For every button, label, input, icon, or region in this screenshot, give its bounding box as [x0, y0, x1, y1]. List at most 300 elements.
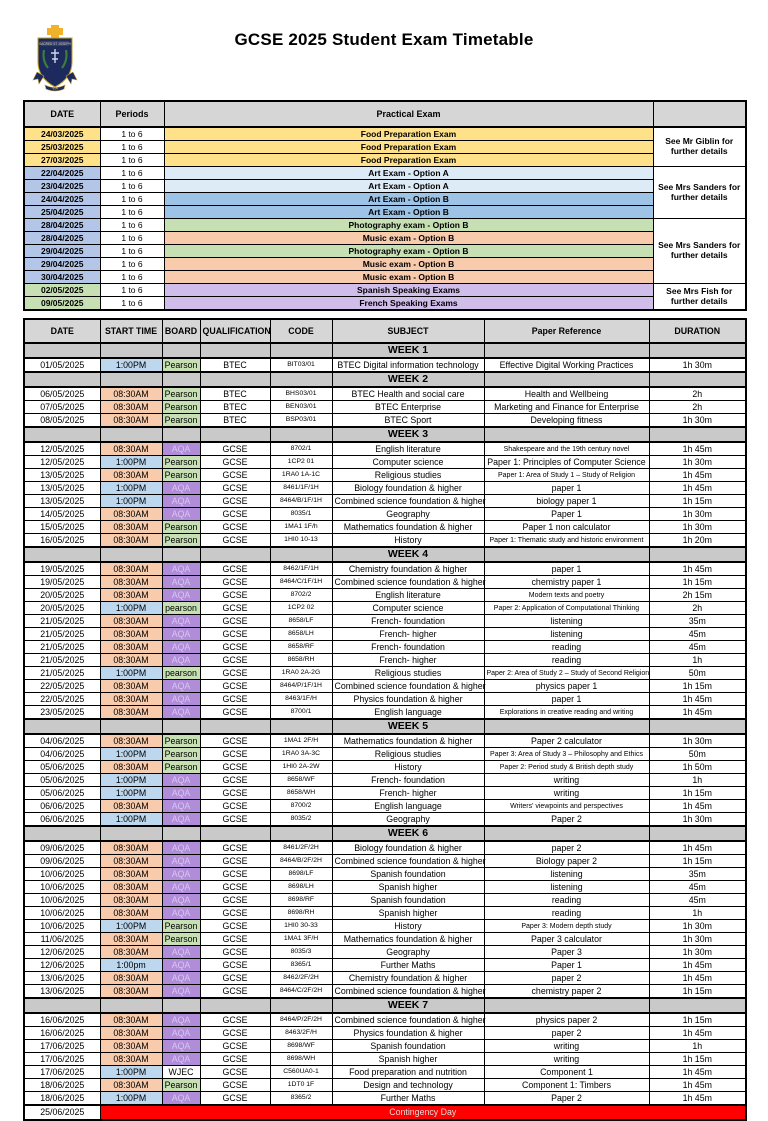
date-cell: 01/05/2025: [24, 358, 100, 372]
paper-reference-cell: paper 1: [484, 482, 649, 495]
week-empty-cell: [649, 427, 746, 442]
code-cell: BSP03/01: [270, 414, 332, 428]
practical-date-cell: 29/04/2025: [24, 258, 100, 271]
paper-reference-cell: paper 1: [484, 693, 649, 706]
exam-row: [24, 562, 746, 576]
exam-row: [24, 1092, 746, 1106]
paper-reference-cell: Paper 3: Modern depth study: [484, 920, 649, 933]
subject-cell: Spanish foundation: [332, 894, 484, 907]
subject-cell: Combined science foundation & higher: [332, 576, 484, 589]
week-empty-cell: [100, 826, 162, 841]
contingency-label-cell: Contingency Day: [100, 1105, 746, 1120]
exam-row: [24, 615, 746, 628]
practical-row: [24, 206, 746, 219]
code-cell: 8698/WF: [270, 1040, 332, 1053]
periods-cell: 1 to 6: [100, 127, 164, 141]
duration-cell: 1h 15m: [649, 985, 746, 999]
qualification-cell: GCSE: [200, 693, 270, 706]
board-cell: Pearson: [162, 748, 200, 761]
week-empty-cell: [484, 372, 649, 387]
practical-exam-cell: Music exam - Option B: [164, 271, 653, 284]
duration-cell: 1h: [649, 774, 746, 787]
qualification-cell: GCSE: [200, 1066, 270, 1079]
qualification-cell: GCSE: [200, 680, 270, 693]
start-time-cell: 08:30AM: [100, 894, 162, 907]
board-cell: AQA: [162, 946, 200, 959]
practical-exam-cell: Art Exam - Option A: [164, 180, 653, 193]
code-cell: C560UA0-1: [270, 1066, 332, 1079]
code-cell: 1MA1 2F/H: [270, 734, 332, 748]
subject-cell: French- higher: [332, 654, 484, 667]
exam-row: [24, 800, 746, 813]
exam-row: [24, 706, 746, 720]
qualification-cell: GCSE: [200, 907, 270, 920]
board-cell: AQA: [162, 774, 200, 787]
week-empty-cell: [270, 343, 332, 358]
subject-cell: Design and technology: [332, 1079, 484, 1092]
date-cell: 16/06/2025: [24, 1027, 100, 1040]
duration-cell: 2h: [649, 387, 746, 401]
duration-cell: 1h 45m: [649, 1027, 746, 1040]
exam-row: [24, 933, 746, 946]
code-cell: 8702/2: [270, 589, 332, 602]
qualification-cell: GCSE: [200, 1092, 270, 1106]
qualification-cell: GCSE: [200, 602, 270, 615]
periods-cell: 1 to 6: [100, 284, 164, 297]
code-cell: 1DT0 1F: [270, 1079, 332, 1092]
week-empty-cell: [24, 826, 100, 841]
date-cell: 12/06/2025: [24, 946, 100, 959]
paper-reference-cell: Modern texts and poetry: [484, 589, 649, 602]
code-cell: 1CP2 01: [270, 456, 332, 469]
week-label-cell: WEEK 4: [332, 547, 484, 562]
code-cell: 8365/2: [270, 1092, 332, 1106]
board-cell: AQA: [162, 654, 200, 667]
date-cell: 17/06/2025: [24, 1040, 100, 1053]
subject-cell: Religious studies: [332, 469, 484, 482]
paper-reference-cell: paper 2: [484, 972, 649, 985]
start-time-cell: 08:30AM: [100, 881, 162, 894]
paper-reference-cell: writing: [484, 774, 649, 787]
week-empty-cell: [484, 998, 649, 1013]
board-cell: AQA: [162, 813, 200, 827]
code-cell: 8658/LF: [270, 615, 332, 628]
practical-exam-table: [23, 100, 747, 311]
board-cell: AQA: [162, 1092, 200, 1106]
subject-cell: English language: [332, 706, 484, 720]
duration-cell: 1h 30m: [649, 414, 746, 428]
paper-reference-cell: physics paper 1: [484, 680, 649, 693]
periods-cell: 1 to 6: [100, 232, 164, 245]
board-cell: AQA: [162, 693, 200, 706]
date-cell: 10/06/2025: [24, 907, 100, 920]
duration-cell: 1h 50m: [649, 761, 746, 774]
paper-reference-cell: reading: [484, 894, 649, 907]
exam-row: [24, 602, 746, 615]
start-time-cell: 08:30AM: [100, 469, 162, 482]
qualification-cell: GCSE: [200, 521, 270, 534]
subject-cell: English literature: [332, 589, 484, 602]
start-time-cell: 08:30AM: [100, 946, 162, 959]
code-cell: 8461/2F/2H: [270, 841, 332, 855]
date-cell: 21/05/2025: [24, 667, 100, 680]
start-time-cell: 1:00PM: [100, 813, 162, 827]
qualification-cell: GCSE: [200, 813, 270, 827]
subject-cell: Geography: [332, 813, 484, 827]
code-cell: 8462/1F/1H: [270, 562, 332, 576]
date-cell: 16/05/2025: [24, 534, 100, 548]
practical-row: [24, 127, 746, 141]
duration-cell: 1h 30m: [649, 456, 746, 469]
qualification-cell: GCSE: [200, 946, 270, 959]
board-cell: AQA: [162, 589, 200, 602]
practical-exam-cell: Music exam - Option B: [164, 232, 653, 245]
start-time-cell: 1:00pm: [100, 959, 162, 972]
board-cell: Pearson: [162, 761, 200, 774]
duration-cell: 2h 15m: [649, 589, 746, 602]
practical-row: [24, 258, 746, 271]
subject-cell: BTEC Enterprise: [332, 401, 484, 414]
board-cell: AQA: [162, 959, 200, 972]
exam-row: [24, 387, 746, 401]
week-empty-cell: [649, 719, 746, 734]
date-cell: 18/06/2025: [24, 1079, 100, 1092]
duration-cell: 1h 45m: [649, 1079, 746, 1092]
duration-cell: 1h 15m: [649, 787, 746, 800]
date-cell: 10/06/2025: [24, 868, 100, 881]
subject-cell: French- higher: [332, 628, 484, 641]
start-time-cell: 08:30AM: [100, 442, 162, 456]
week-empty-cell: [162, 547, 200, 562]
code-cell: 8035/2: [270, 813, 332, 827]
school-crest-logo: [31, 24, 79, 94]
exam-row: [24, 841, 746, 855]
duration-cell: 1h 30m: [649, 933, 746, 946]
practical-date-cell: 30/04/2025: [24, 271, 100, 284]
date-cell: 23/05/2025: [24, 706, 100, 720]
start-time-cell: 1:00PM: [100, 482, 162, 495]
qualification-header: QUALIFICATION: [200, 319, 270, 343]
start-time-cell: 08:30AM: [100, 680, 162, 693]
exam-row: [24, 907, 746, 920]
code-cell: 8035/1: [270, 508, 332, 521]
paper-reference-cell: Developing fitness: [484, 414, 649, 428]
duration-cell: 1h 30m: [649, 920, 746, 933]
practical-row: [24, 219, 746, 232]
duration-cell: 45m: [649, 628, 746, 641]
code-cell: 8463/1F/H: [270, 693, 332, 706]
start-time-cell: 08:30AM: [100, 414, 162, 428]
qualification-cell: BTEC: [200, 414, 270, 428]
qualification-cell: GCSE: [200, 442, 270, 456]
board-cell: Pearson: [162, 469, 200, 482]
board-cell: Pearson: [162, 920, 200, 933]
start-time-cell: 08:30AM: [100, 628, 162, 641]
duration-cell: 1h 30m: [649, 813, 746, 827]
exam-row: [24, 748, 746, 761]
qualification-cell: GCSE: [200, 734, 270, 748]
qualification-cell: GCSE: [200, 894, 270, 907]
start-time-cell: 08:30AM: [100, 907, 162, 920]
subject-cell: Spanish higher: [332, 1053, 484, 1066]
week-empty-cell: [100, 372, 162, 387]
code-cell: 8698/RF: [270, 894, 332, 907]
qualification-cell: GCSE: [200, 841, 270, 855]
exam-row: [24, 576, 746, 589]
subject-cell: BTEC Sport: [332, 414, 484, 428]
date-cell: 12/05/2025: [24, 442, 100, 456]
date-cell: 08/05/2025: [24, 414, 100, 428]
board-cell: AQA: [162, 1013, 200, 1027]
board-cell: AQA: [162, 787, 200, 800]
start-time-cell: 08:30AM: [100, 1079, 162, 1092]
duration-cell: 1h 15m: [649, 855, 746, 868]
code-cell: 1CP2 02: [270, 602, 332, 615]
duration-cell: 45m: [649, 881, 746, 894]
exam-row: [24, 1027, 746, 1040]
practical-periods-header: Periods: [100, 101, 164, 127]
week-empty-cell: [24, 719, 100, 734]
duration-cell: 1h: [649, 654, 746, 667]
paper-reference-cell: paper 2: [484, 1027, 649, 1040]
week-empty-cell: [484, 343, 649, 358]
paper-reference-cell: writing: [484, 1053, 649, 1066]
practical-date-cell: 27/03/2025: [24, 154, 100, 167]
start-time-cell: 08:30AM: [100, 761, 162, 774]
qualification-cell: GCSE: [200, 667, 270, 680]
practical-row: [24, 245, 746, 258]
start-time-cell: 08:30AM: [100, 706, 162, 720]
practical-exam-cell: Art Exam - Option A: [164, 167, 653, 180]
periods-cell: 1 to 6: [100, 245, 164, 258]
paper-reference-cell: Paper 1: Thematic study and historic environment: [484, 534, 649, 548]
exam-row: [24, 680, 746, 693]
code-cell: 8702/1: [270, 442, 332, 456]
week-empty-cell: [24, 998, 100, 1013]
week-empty-cell: [649, 998, 746, 1013]
duration-cell: 1h 20m: [649, 534, 746, 548]
code-cell: 8365/1: [270, 959, 332, 972]
code-cell: BEN03/01: [270, 401, 332, 414]
week-empty-cell: [270, 372, 332, 387]
exam-row: [24, 881, 746, 894]
board-cell: pearson: [162, 667, 200, 680]
qualification-cell: BTEC: [200, 387, 270, 401]
week-label-cell: WEEK 1: [332, 343, 484, 358]
exam-row: [24, 894, 746, 907]
paper-reference-cell: Biology paper 2: [484, 855, 649, 868]
week-empty-cell: [100, 547, 162, 562]
exam-row: [24, 868, 746, 881]
subject-cell: Combined science foundation & higher: [332, 855, 484, 868]
exam-row: [24, 813, 746, 827]
board-cell: AQA: [162, 1040, 200, 1053]
week-label-cell: WEEK 6: [332, 826, 484, 841]
date-cell: 22/05/2025: [24, 680, 100, 693]
duration-cell: 1h 30m: [649, 734, 746, 748]
week-empty-cell: [484, 826, 649, 841]
week-empty-cell: [649, 826, 746, 841]
duration-cell: 1h 30m: [649, 508, 746, 521]
qualification-cell: GCSE: [200, 641, 270, 654]
subject-cell: Chemistry foundation & higher: [332, 972, 484, 985]
board-cell: Pearson: [162, 534, 200, 548]
code-cell: 8698/WH: [270, 1053, 332, 1066]
subject-cell: French- higher: [332, 787, 484, 800]
details-note-cell: See Mrs Fish for further details: [653, 284, 746, 311]
start-time-cell: 1:00PM: [100, 1092, 162, 1106]
duration-cell: 1h 45m: [649, 469, 746, 482]
exam-row: [24, 495, 746, 508]
exam-row: [24, 855, 746, 868]
subject-cell: Biology foundation & higher: [332, 841, 484, 855]
code-cell: 8464/B/2F/2H: [270, 855, 332, 868]
code-cell: 1MA1 1F/h: [270, 521, 332, 534]
exam-row: [24, 959, 746, 972]
practical-exam-cell: Photography exam - Option B: [164, 245, 653, 258]
start-time-cell: 08:30AM: [100, 387, 162, 401]
board-cell: AQA: [162, 1027, 200, 1040]
exam-row: [24, 482, 746, 495]
code-cell: 1RA0 2A-2G: [270, 667, 332, 680]
board-cell: Pearson: [162, 933, 200, 946]
week-empty-cell: [24, 372, 100, 387]
date-cell: 10/06/2025: [24, 881, 100, 894]
practical-exam-cell: French Speaking Exams: [164, 297, 653, 311]
exam-row: [24, 442, 746, 456]
week-empty-cell: [270, 826, 332, 841]
paper-reference-cell: Paper 2: Application of Computational Thinking: [484, 602, 649, 615]
exam-row: [24, 641, 746, 654]
board-cell: AQA: [162, 894, 200, 907]
paper-reference-cell: Writers' viewpoints and perspectives: [484, 800, 649, 813]
start-time-cell: 1:00PM: [100, 456, 162, 469]
week-empty-cell: [200, 427, 270, 442]
date-cell: 21/05/2025: [24, 641, 100, 654]
duration-cell: 45m: [649, 641, 746, 654]
periods-cell: 1 to 6: [100, 180, 164, 193]
board-cell: Pearson: [162, 456, 200, 469]
start-time-cell: 08:30AM: [100, 933, 162, 946]
week-header-row: [24, 427, 746, 442]
code-cell: 8035/3: [270, 946, 332, 959]
duration-cell: 1h 15m: [649, 680, 746, 693]
duration-cell: 1h 15m: [649, 495, 746, 508]
start-time-cell: 1:00PM: [100, 358, 162, 372]
date-cell: 12/06/2025: [24, 959, 100, 972]
start-time-cell: 08:30AM: [100, 589, 162, 602]
practical-exam-cell: Music exam - Option B: [164, 258, 653, 271]
start-time-cell: 08:30AM: [100, 401, 162, 414]
periods-cell: 1 to 6: [100, 154, 164, 167]
week-header-row: [24, 998, 746, 1013]
exam-row: [24, 1040, 746, 1053]
start-time-cell: 08:30AM: [100, 1027, 162, 1040]
exam-row: [24, 508, 746, 521]
practical-date-cell: 09/05/2025: [24, 297, 100, 311]
week-empty-cell: [200, 372, 270, 387]
board-cell: AQA: [162, 881, 200, 894]
week-empty-cell: [162, 427, 200, 442]
board-cell: AQA: [162, 576, 200, 589]
qualification-cell: GCSE: [200, 508, 270, 521]
qualification-cell: GCSE: [200, 787, 270, 800]
practical-row: [24, 167, 746, 180]
date-cell: 22/05/2025: [24, 693, 100, 706]
start-time-cell: 1:00PM: [100, 748, 162, 761]
week-header-row: [24, 343, 746, 358]
qualification-cell: GCSE: [200, 1053, 270, 1066]
date-cell: 16/06/2025: [24, 1013, 100, 1027]
qualification-cell: GCSE: [200, 706, 270, 720]
date-cell: 09/06/2025: [24, 841, 100, 855]
practical-exam-cell: Food Preparation Exam: [164, 127, 653, 141]
date-cell: 07/05/2025: [24, 401, 100, 414]
subject-cell: Combined science foundation & higher: [332, 680, 484, 693]
week-label-cell: WEEK 2: [332, 372, 484, 387]
duration-cell: 45m: [649, 894, 746, 907]
week-empty-cell: [200, 343, 270, 358]
date-cell: 04/06/2025: [24, 734, 100, 748]
start-time-cell: 08:30AM: [100, 508, 162, 521]
exam-row: [24, 972, 746, 985]
paper-reference-cell: Paper 2: [484, 813, 649, 827]
board-cell: AQA: [162, 800, 200, 813]
paper-reference-cell: Explorations in creative reading and writing: [484, 706, 649, 720]
week-empty-cell: [200, 826, 270, 841]
practical-row: [24, 180, 746, 193]
periods-cell: 1 to 6: [100, 271, 164, 284]
practical-details-header: [653, 101, 746, 127]
week-empty-cell: [484, 427, 649, 442]
qualification-cell: GCSE: [200, 654, 270, 667]
start-time-cell: 08:30AM: [100, 693, 162, 706]
paper-reference-cell: Shakespeare and the 19th century novel: [484, 442, 649, 456]
start-time-cell: 08:30AM: [100, 734, 162, 748]
subject-cell: Spanish higher: [332, 907, 484, 920]
qualification-cell: GCSE: [200, 920, 270, 933]
date-cell: 11/06/2025: [24, 933, 100, 946]
paper-reference-cell: biology paper 1: [484, 495, 649, 508]
qualification-cell: GCSE: [200, 959, 270, 972]
code-cell: 8698/LH: [270, 881, 332, 894]
main-table-body: [24, 343, 746, 1120]
subject-cell: Combined science foundation & higher: [332, 495, 484, 508]
qualification-cell: GCSE: [200, 562, 270, 576]
paper-reference-cell: Paper 3 calculator: [484, 933, 649, 946]
paper-reference-cell: Paper 2: Area of Study 2 – Study of Second Religion: [484, 667, 649, 680]
qualification-cell: GCSE: [200, 615, 270, 628]
exam-row: [24, 401, 746, 414]
periods-cell: 1 to 6: [100, 297, 164, 311]
details-note-cell: See Mr Giblin for further details: [653, 127, 746, 167]
week-empty-cell: [649, 547, 746, 562]
subject-cell: BTEC Digital information technology: [332, 358, 484, 372]
document-header: [0, 0, 768, 96]
code-cell: 8658/WH: [270, 787, 332, 800]
paper-reference-cell: listening: [484, 615, 649, 628]
subject-cell: Mathematics foundation & higher: [332, 521, 484, 534]
subject-cell: Physics foundation & higher: [332, 693, 484, 706]
code-cell: 8658/LH: [270, 628, 332, 641]
duration-cell: 1h 45m: [649, 562, 746, 576]
code-cell: 1HI0 2A-2W: [270, 761, 332, 774]
practical-date-cell: 25/04/2025: [24, 206, 100, 219]
paper-reference-cell: Component 1: Timbers: [484, 1079, 649, 1092]
practical-date-header: DATE: [24, 101, 100, 127]
qualification-cell: GCSE: [200, 933, 270, 946]
practical-exam-cell: Art Exam - Option B: [164, 206, 653, 219]
